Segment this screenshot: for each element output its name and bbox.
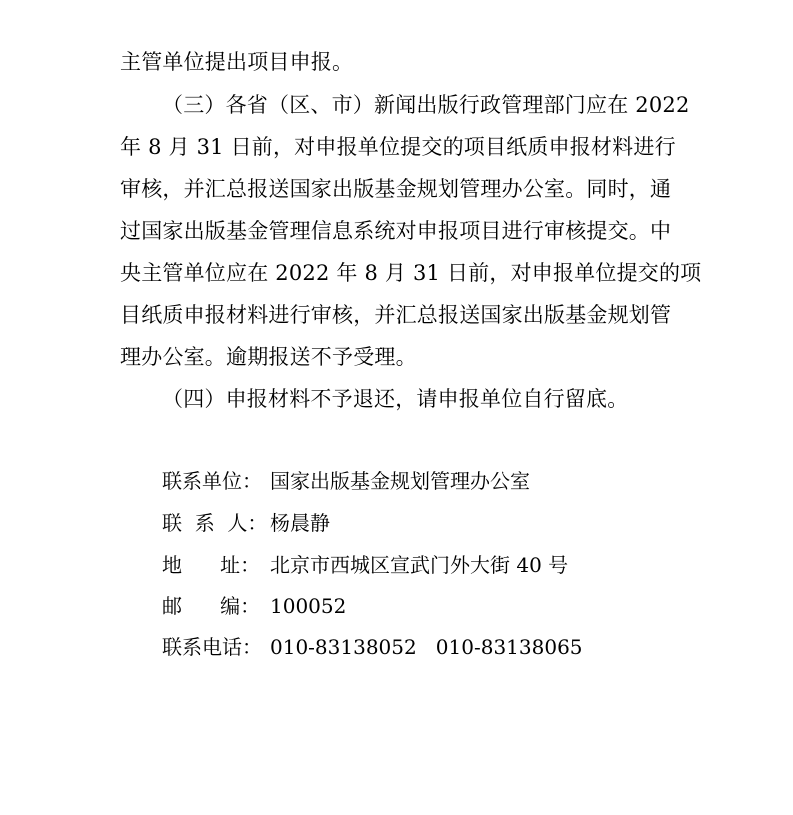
- contact-person-value: 杨晨静: [270, 511, 330, 535]
- contact-postcode: [162, 593, 346, 619]
- contact-address: [162, 552, 568, 578]
- paragraph-three-line: （三）各省（区、市）新闻出版行政管理部门应在 2022: [162, 93, 690, 117]
- paragraph-three-line: 审核，并汇总报送国家出版基金规划管理办公室。同时，通: [120, 177, 672, 201]
- paragraph-three-line: 目纸质申报材料进行审核，并汇总报送国家出版基金规划管: [120, 303, 672, 327]
- contact-address-value: 北京市西城区宣武门外大街 40 号: [270, 553, 569, 577]
- contact-postcode-value: 100052: [270, 594, 347, 618]
- contact-unit-label: 联系单位：: [162, 469, 262, 493]
- paragraph-three-line: 年 8 月 31 日前，对申报单位提交的项目纸质申报材料进行: [120, 135, 676, 159]
- contact-phone-value: 010-83138052 010-83138065: [270, 635, 583, 659]
- paragraph-line: 主管单位提出项目申报。: [120, 50, 354, 74]
- contact-unit-value: 国家出版基金规划管理办公室: [270, 469, 530, 493]
- paragraph-three-line: 理办公室。逾期报送不予受理。: [120, 345, 417, 369]
- contact-person-label: 联 系 人：: [162, 511, 268, 535]
- paragraph-three-line: 央主管单位应在 2022 年 8 月 31 日前，对申报单位提交的项: [120, 261, 702, 285]
- paragraph-four-line: （四）申报材料不予退还，请申报单位自行留底。: [162, 387, 629, 411]
- contact-postcode-label: 邮 编：: [162, 594, 261, 618]
- contact-phone-label: 联系电话：: [162, 635, 262, 659]
- contact-address-label: 地 址：: [162, 553, 261, 577]
- contact-unit: [162, 468, 530, 494]
- paragraph-three-line: 过国家出版基金管理信息系统对申报项目进行审核提交。中: [120, 219, 672, 243]
- contact-phone: [162, 634, 583, 660]
- contact-person: [162, 510, 330, 536]
